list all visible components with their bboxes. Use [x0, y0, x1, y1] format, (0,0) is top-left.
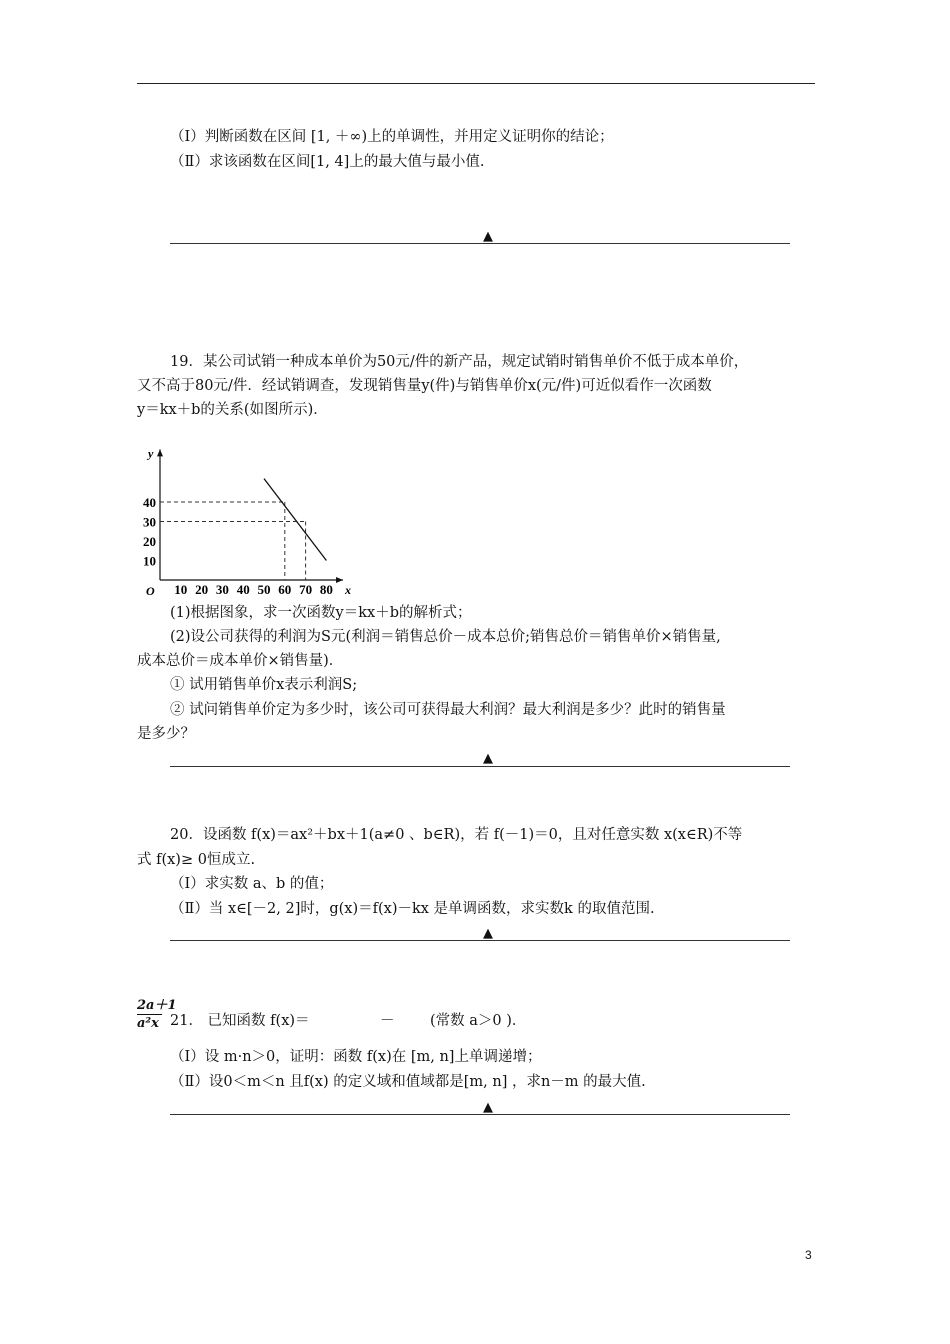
q19-sub2-line1: (2)设公司获得的利润为S元(利润＝销售总价－成本总价;销售总价＝销售单价×销售量,: [170, 629, 721, 645]
x-axis-arrow-icon: [336, 577, 343, 583]
q21-stem-prefix: 21． 已知函数 f(x)＝: [170, 1013, 310, 1029]
x-tick-label: 20: [195, 582, 209, 597]
q19-sub1: (1)根据图象，求一次函数y＝kx＋b的解析式；: [170, 605, 472, 621]
x-tick-label: 50: [257, 582, 271, 597]
q20-part1: （Ⅰ）求实数 a、b 的值；: [170, 876, 334, 892]
q21-part2: （Ⅱ）设0＜m＜n 且f(x) 的定义域和值域都是[m, n] ，求n－m 的最大值.: [170, 1074, 646, 1090]
x-tick-label: 10: [174, 582, 188, 597]
q19-stem-line2: 又不高于80元/件．经试销调查，发现销售量y(件)与销售单价x(元/件)可近似看作一次函数: [137, 378, 712, 394]
q21-part1: （Ⅰ）设 m·n＞0，证明：函数 f(x)在 [m, n]上单调递增；: [170, 1049, 542, 1065]
q21-stem-minus: －: [380, 1013, 395, 1029]
q20-part2: （Ⅱ）当 x∈[－2, 2]时，g(x)＝f(x)－kx 是单调函数，求实数k 的取值范围.: [170, 901, 655, 917]
q19-sub2-item2: ② 试问销售单价定为多少时，该公司可获得最大利润？最大利润是多少？此时的销售量: [170, 702, 726, 718]
y-tick-label: 10: [143, 553, 156, 569]
q21-fraction-denominator: a²x: [137, 1016, 159, 1031]
y-tick-label: 20: [143, 534, 156, 549]
sales-price-chart: [140, 420, 380, 598]
q19-sub2-item1: ① 试用销售单价x表示利润S;: [170, 677, 358, 693]
x-tick-label: 70: [299, 582, 313, 597]
origin-label: O: [146, 584, 155, 598]
q19-sub2-item2-cont: 是多少？: [137, 726, 195, 742]
header-rule: [137, 83, 815, 84]
q21-fraction-bar: [137, 1014, 162, 1015]
q20-stem-line2: 式 f(x)≥ 0恒成立.: [137, 852, 256, 868]
x-tick-label: 30: [215, 582, 229, 597]
y-tick-label: 40: [143, 495, 156, 510]
q18-part1: （Ⅰ）判断函数在区间 [1, ＋∞)上的单调性，并用定义证明你的结论；: [170, 129, 614, 145]
q19-sub2-line2: 成本总价＝成本单价×销售量)．: [137, 653, 344, 669]
x-tick-label: 40: [236, 582, 250, 597]
series-line: [264, 479, 326, 561]
answer-rule: [170, 243, 790, 244]
q19-stem-line3: y＝kx＋b的关系(如图所示)．: [137, 402, 328, 418]
answer-marker-icon: ▲: [483, 751, 493, 766]
answer-rule: [170, 940, 790, 941]
page-number: 3: [805, 1248, 812, 1262]
q18-part2: （Ⅱ）求该函数在区间[1, 4]上的最大值与最小值.: [170, 154, 485, 170]
x-axis-label: x: [345, 583, 352, 597]
answer-marker-icon: ▲: [483, 229, 493, 244]
y-tick-label: 30: [143, 514, 156, 530]
x-tick-label: 60: [278, 582, 292, 597]
q21-fraction-numerator: 2a＋1: [137, 998, 177, 1013]
x-tick-label: 80: [319, 582, 333, 597]
answer-rule: [170, 1114, 790, 1115]
answer-rule: [170, 766, 790, 767]
q19-stem-line1: 19．某公司试销一种成本单价为50元/件的新产品，规定试销时销售单价不低于成本单价，: [170, 354, 749, 370]
y-axis-arrow-icon: [157, 449, 163, 456]
answer-marker-icon: ▲: [483, 1100, 493, 1115]
q21-stem-suffix: (常数 a＞0 )．: [430, 1013, 527, 1029]
y-axis-label: y: [148, 446, 154, 461]
q20-stem-line1: 20．设函数 f(x)＝ax²＋bx＋1(a≠0 、b∈R)，若 f(－1)＝0，且对任意实数 x(x∈R)不等: [170, 827, 743, 843]
answer-marker-icon: ▲: [483, 926, 493, 941]
